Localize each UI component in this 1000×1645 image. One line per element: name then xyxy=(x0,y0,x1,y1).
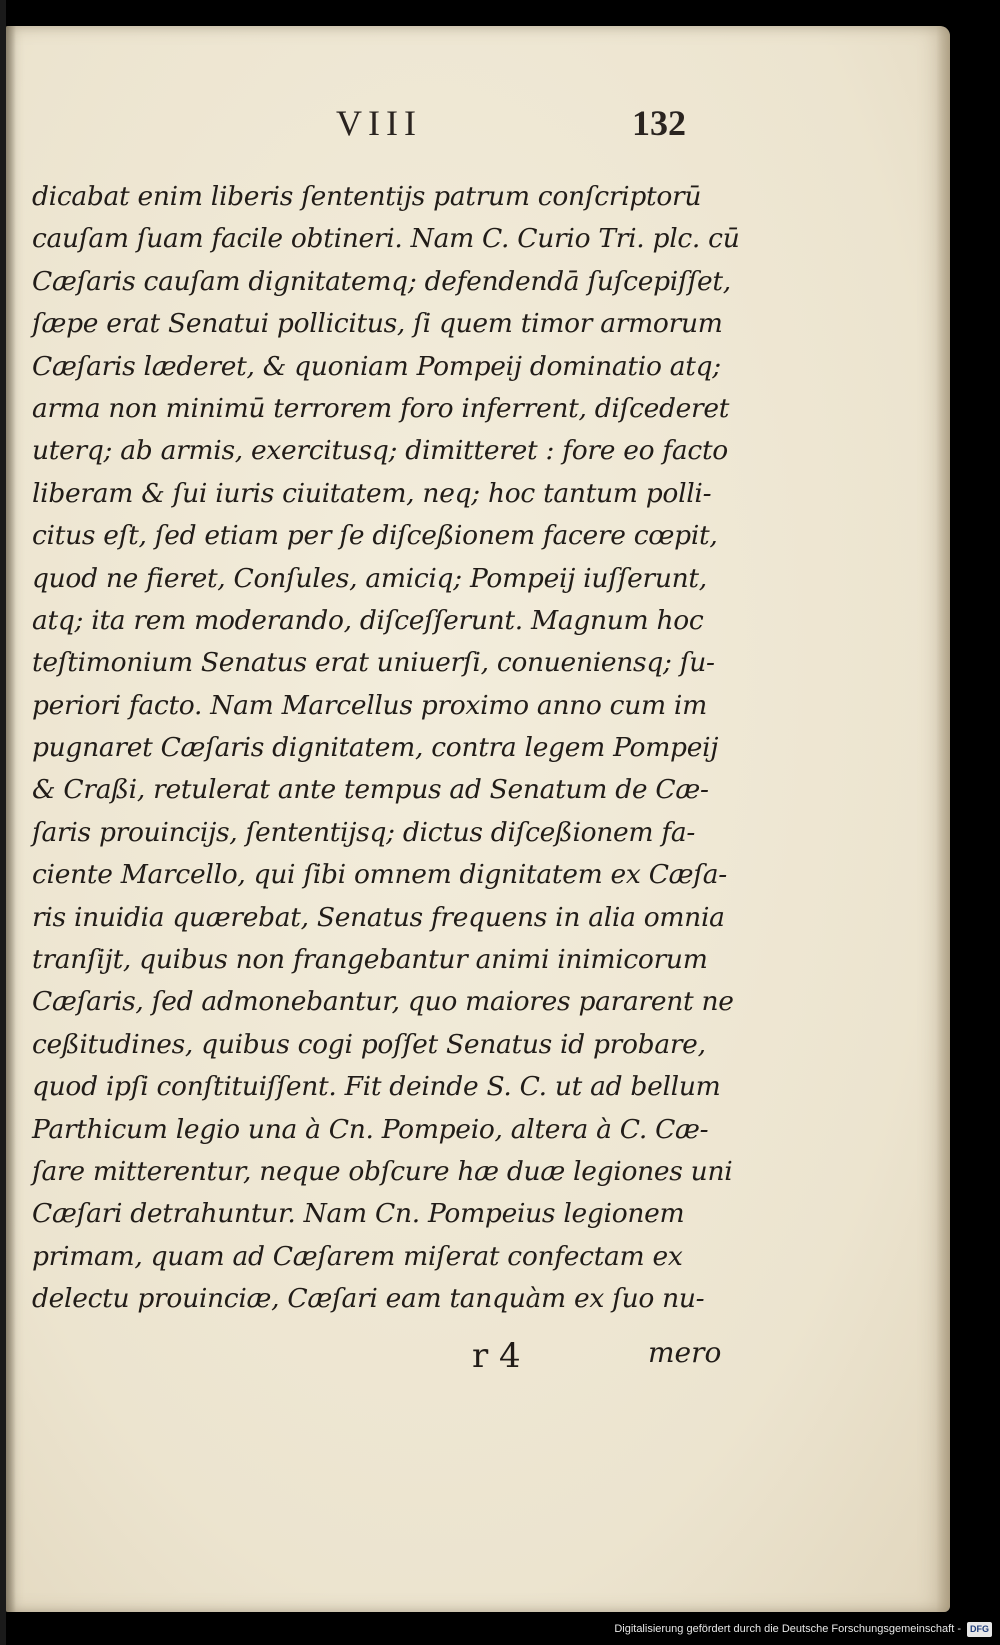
chapter-numeral: VIII xyxy=(336,103,422,143)
text-line: ceßitudines, quibus cogi poſſet Senatus id probare, xyxy=(32,1028,706,1060)
text-line: delectu prouinciæ, Cæſari eam tanquàm ex ſuo nu- xyxy=(32,1283,705,1315)
text-line: primam, quam ad Cæſarem miſerat confectam ex xyxy=(32,1240,683,1272)
text-line: Cæſari detrahuntur. Nam Cn. Pompeius legionem xyxy=(32,1198,685,1230)
text-line: Cæſaris cauſam dignitatemq; defendendā ſuſcepiſſet, xyxy=(32,265,731,297)
text-line: ciente Marcello, qui ſibi omnem dignitatem ex Cæſa- xyxy=(32,859,727,891)
text-line: liberam & ſui iuris ciuitatem, neq; hoc tantum polli- xyxy=(32,477,712,509)
page-footer xyxy=(6,1336,950,1380)
text-line: teſtimonium Senatus erat uniuerſi, conueniensq; ſu- xyxy=(32,647,715,679)
text-line: ſaris prouincijs, ſententijsq; dictus diſceßionem fa- xyxy=(32,816,696,848)
book-page xyxy=(6,26,950,1612)
text-line: Cæſaris læderet, & quoniam Pompeij dominatio atq; xyxy=(32,350,721,382)
text-line: quod ipſi conſtituiſſent. Fit deinde S. C. ut ad bellum xyxy=(32,1071,721,1103)
catchword: mero xyxy=(648,1336,722,1369)
credit-text: Digitalisierung gefördert durch die Deutsche Forschungsgemeinschaft - xyxy=(614,1623,961,1635)
dfg-logo-text: DFG xyxy=(970,1624,989,1634)
text-line: & Craßi, retulerat ante tempus ad Senatum de Cæ- xyxy=(32,774,709,806)
folio-number: 132 xyxy=(632,103,686,143)
text-line: Cæſaris, ſed admonebantur, quo maiores pararent ne xyxy=(32,986,734,1018)
text-line: tranſijt, quibus non frangebantur animi inimicorum xyxy=(32,944,708,976)
text-line: pugnaret Cæſaris dignitatem, contra legem Pompeij xyxy=(32,732,719,764)
text-line: periori facto. Nam Marcellus proximo anno cum im xyxy=(32,689,707,721)
text-line: cauſam ſuam facile obtineri. Nam C. Curio Tri. plc. cū xyxy=(32,223,740,255)
text-line: quod ne fieret, Conſules, amiciq; Pompeij iuſſerunt, xyxy=(32,562,707,594)
text-line: ſæpe erat Senatui pollicitus, ſi quem timor armorum xyxy=(32,308,723,340)
digitization-credit xyxy=(614,1617,992,1641)
text-line: citus eſt, ſed etiam per ſe diſceßionem facere cœpit, xyxy=(32,520,718,552)
signature-mark: r 4 xyxy=(472,1336,521,1376)
text-line: ris inuidia quærebat, Senatus frequens in alia omnia xyxy=(32,901,725,933)
running-header xyxy=(6,102,950,162)
text-line: uterq; ab armis, exercitusq; dimitteret : fore eo facto xyxy=(32,435,728,467)
body-text xyxy=(32,176,740,1321)
text-line: dicabat enim liberis ſententijs patrum conſcriptorū xyxy=(32,181,702,212)
text-line: atq; ita rem moderando, diſceſſerunt. Magnum hoc xyxy=(32,604,704,636)
dfg-logo xyxy=(967,1622,992,1637)
text-line: arma non minimū terrorem foro inferrent, diſcederet xyxy=(32,392,730,424)
text-line: ſare mitterentur, neque obſcure hæ duæ legiones uni xyxy=(32,1155,733,1187)
text-line: Parthicum legio una à Cn. Pompeio, altera à C. Cæ- xyxy=(32,1113,709,1145)
